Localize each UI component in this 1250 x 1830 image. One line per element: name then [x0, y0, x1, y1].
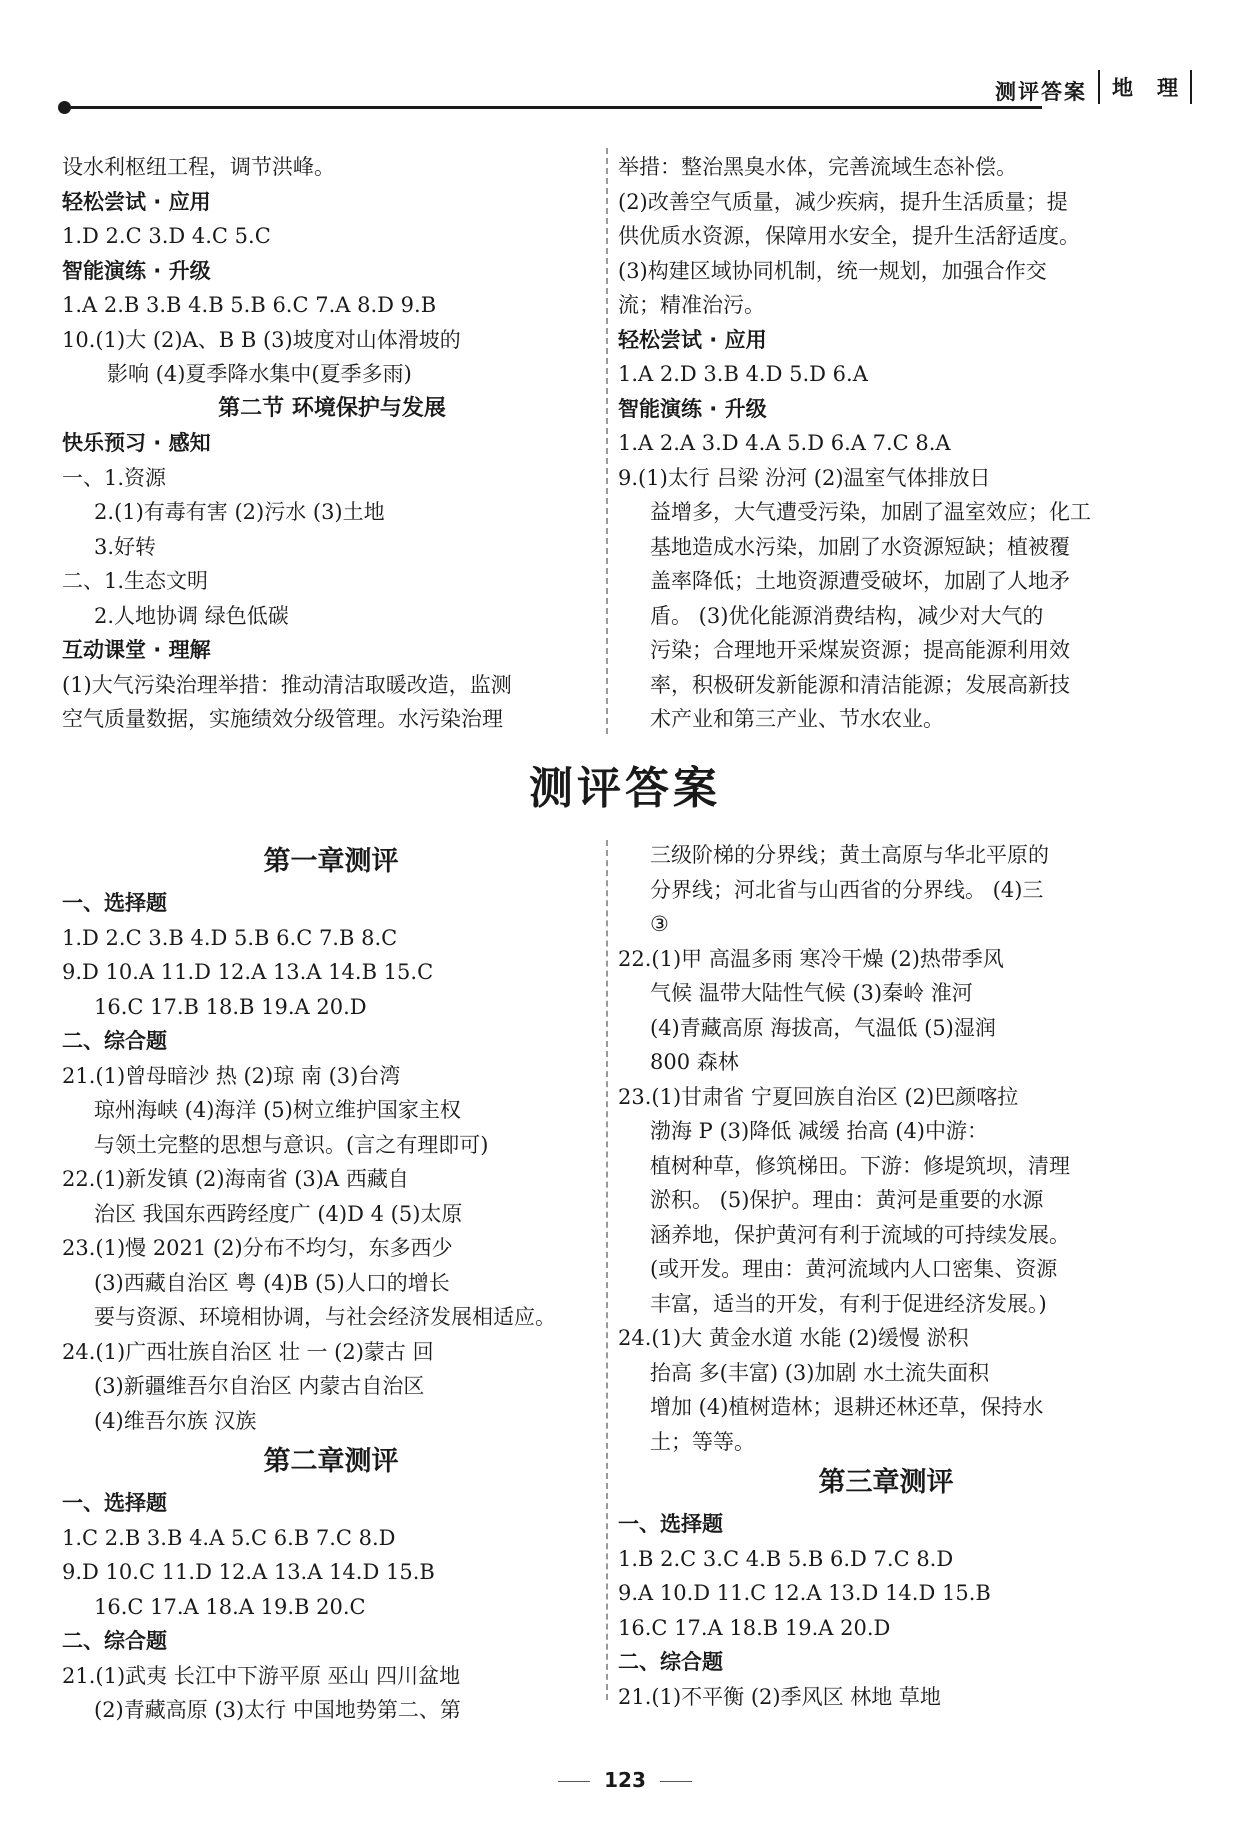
header-title: 测评答案 — [995, 80, 1087, 104]
section-heading: 轻松尝试 · 应用 — [62, 189, 211, 214]
answer-line: 21.(1)武夷 长江中下游平原 巫山 四川盆地 — [62, 1663, 461, 1688]
section-heading: 智能演练 · 升级 — [618, 396, 767, 421]
answer-line: 与领土完整的思想与意识。(言之有理即可) — [94, 1132, 489, 1157]
answer-line: 1.A 2.A 3.D 4.A 5.D 6.A 7.C 8.A — [618, 431, 951, 455]
section-heading: 互动课堂 · 理解 — [62, 638, 211, 662]
answer-line: 10.(1)大 (2)A、B B (3)坡度对山体滑坡的 — [62, 327, 461, 352]
section-heading: 二、综合题 — [62, 1029, 167, 1053]
section-heading: 二、综合题 — [62, 1629, 167, 1653]
section-heading: 第二章测评 — [263, 1446, 399, 1477]
answer-line: 21.(1)不平衡 (2)季风区 林地 草地 — [618, 1684, 941, 1709]
answer-line: 22.(1)甲 高温多雨 寒冷干燥 (2)热带季风 — [618, 946, 1004, 971]
column-divider-top — [606, 148, 608, 734]
answer-line: 盾。 (3)优化能源消费结构，减少对大气的 — [650, 603, 1044, 628]
answer-line: 丰富，适当的开发，有利于促进经济发展。) — [650, 1291, 1047, 1316]
header-rule — [64, 106, 1042, 109]
answer-line: 要与资源、环境相协调，与社会经济发展相适应。 — [94, 1305, 556, 1329]
answer-line: 率，积极研发新能源和清洁能源；发展高新技 — [650, 672, 1070, 697]
answer-line: 9.D 10.A 11.D 12.A 13.A 14.B 15.C — [62, 960, 434, 984]
answer-line: 设水利枢纽工程，调节洪峰。 — [62, 155, 335, 179]
section-heading: 第二节 环境保护与发展 — [218, 395, 446, 421]
answer-line: 24.(1)大 黄金水道 水能 (2)缓慢 淤积 — [618, 1326, 969, 1350]
page-header — [58, 68, 1192, 110]
answer-line: (3)西藏自治区 粤 (4)B (5)人口的增长 — [94, 1270, 450, 1295]
answer-line: 流；精准治污。 — [618, 293, 765, 317]
answer-line: (4)维吾尔族 汉族 — [94, 1408, 257, 1433]
bottom-left-column — [62, 838, 600, 1728]
answer-line: 2.人地协调 绿色低碳 — [94, 603, 289, 628]
answer-line: 抬高 多(丰富) (3)加剧 水土流失面积 — [650, 1360, 990, 1385]
answer-line: (3)新疆维吾尔自治区 内蒙古自治区 — [94, 1374, 425, 1398]
section-heading: 快乐预习 · 感知 — [62, 431, 211, 455]
answer-line: 涵养地，保护黄河有利于流域的可持续发展。 — [650, 1222, 1070, 1247]
answer-line: 9.D 10.C 11.D 12.A 13.A 14.D 15.B — [62, 1560, 435, 1584]
section-heading: 一、选择题 — [62, 891, 167, 915]
answer-line: 21.(1)曾母暗沙 热 (2)琼 南 (3)台湾 — [62, 1063, 401, 1088]
answer-line: 分界线；河北省与山西省的分界线。 (4)三 — [650, 877, 1044, 902]
answer-line: 16.C 17.A 18.B 19.A 20.D — [618, 1615, 891, 1640]
answer-line: 三级阶梯的分界线；黄土高原与华北平原的 — [650, 843, 1049, 867]
column-divider-bottom — [606, 840, 608, 1700]
answer-line: 1.A 2.B 3.B 4.B 5.B 6.C 7.A 8.D 9.B — [62, 293, 437, 317]
answer-line: 1.D 2.C 3.B 4.D 5.B 6.C 7.B 8.C — [62, 925, 398, 950]
section-heading: 一、选择题 — [62, 1491, 167, 1515]
answer-line: 影响 (4)夏季降水集中(夏季多雨) — [107, 362, 412, 386]
answer-line: (或开发。理由：黄河流域内人口密集、资源 — [650, 1257, 1058, 1281]
page-number-footer — [0, 1768, 1250, 1792]
answer-line: 1.D 2.C 3.D 4.C 5.C — [62, 224, 271, 248]
answer-line: 16.C 17.A 18.A 19.B 20.C — [94, 1594, 366, 1619]
answer-line: 渤海 P (3)降低 减缓 抬高 (4)中游： — [650, 1119, 988, 1143]
answer-line: 二、1.生态文明 — [62, 569, 209, 593]
top-right-column — [618, 150, 1154, 737]
answer-line: 1.B 2.C 3.C 4.B 5.B 6.D 7.C 8.D — [618, 1546, 954, 1571]
footer-dash-left — [558, 1781, 590, 1782]
answer-line: 2.(1)有毒有害 (2)污水 (3)土地 — [94, 500, 385, 524]
answer-line: 22.(1)新发镇 (2)海南省 (3)A 西藏自 — [62, 1167, 409, 1191]
answer-line: 3.好转 — [94, 534, 157, 559]
section-heading: 第一章测评 — [263, 846, 399, 877]
answer-line: 供优质水资源，保障用水安全，提升生活舒适度。 — [618, 224, 1080, 248]
answer-line: 一、1.资源 — [62, 465, 167, 490]
answer-line: 空气质量数据，实施绩效分级管理。水污染治理 — [62, 707, 503, 731]
answer-line: 1.A 2.D 3.B 4.D 5.D 6.A — [618, 362, 868, 386]
answer-line: 琼州海峡 (4)海洋 (5)树立维护国家主权 — [94, 1098, 461, 1122]
answer-line: 术产业和第三产业、节水农业。 — [650, 707, 944, 731]
answer-line: 土；等等。 — [650, 1429, 755, 1454]
answer-line: 植树种草，修筑梯田。下游：修堤筑坝，清理 — [650, 1153, 1070, 1178]
section-heading: 第三章测评 — [818, 1467, 954, 1498]
bottom-right-column — [618, 838, 1154, 1714]
header-subject-char-1: 地 — [1112, 76, 1133, 100]
answer-line: 9.A 10.D 11.C 12.A 13.D 14.D 15.B — [618, 1581, 991, 1605]
answer-line: 16.C 17.B 18.B 19.A 20.D — [94, 994, 367, 1019]
answer-line: 淤积。 (5)保护。理由：黄河是重要的水源 — [650, 1188, 1044, 1212]
answer-line: 基地造成水污染，加剧了水资源短缺；植被覆 — [650, 534, 1070, 559]
answer-line: 23.(1)慢 2021 (2)分布不均匀，东多西少 — [62, 1236, 453, 1260]
header-subject — [1098, 70, 1192, 104]
section-heading: 二、综合题 — [618, 1650, 723, 1674]
answer-line: (3)构建区域协同机制，统一规划，加强合作交 — [618, 258, 1047, 283]
top-left-column — [62, 150, 602, 737]
main-title: 测评答案 — [529, 763, 721, 814]
answer-line: 增加 (4)植树造林；退耕还林还草，保持水 — [650, 1395, 1044, 1419]
page-number: 123 — [604, 1768, 646, 1792]
answer-line: (4)青藏高原 海拔高，气温低 (5)湿润 — [650, 1015, 996, 1040]
footer-dash-right — [660, 1781, 692, 1782]
section-heading: 一、选择题 — [618, 1512, 723, 1536]
answer-line: 举措：整治黑臭水体，完善流域生态补偿。 — [618, 155, 1017, 179]
answer-line: ③ — [650, 912, 669, 936]
answer-line: 气候 温带大陆性气候 (3)秦岭 淮河 — [650, 981, 973, 1005]
answer-line: 益增多，大气遭受污染，加剧了温室效应；化工 — [650, 500, 1091, 524]
answer-line: 污染；合理地开采煤炭资源；提高能源利用效 — [650, 638, 1070, 662]
section-heading: 轻松尝试 · 应用 — [618, 327, 767, 352]
answer-line: 盖率降低；土地资源遭受破坏，加剧了人地矛 — [650, 569, 1070, 593]
answer-line: 9.(1)太行 吕梁 汾河 (2)温室气体排放日 — [618, 465, 991, 490]
answer-line: (2)青藏高原 (3)太行 中国地势第二、第 — [94, 1698, 461, 1722]
answer-line: 24.(1)广西壮族自治区 壮 一 (2)蒙古 回 — [62, 1339, 434, 1364]
answer-line: 治区 我国东西跨经度广 (4)D 4 (5)太原 — [94, 1201, 463, 1226]
answer-line: 23.(1)甘肃省 宁夏回族自治区 (2)巴颜喀拉 — [618, 1084, 1019, 1109]
answer-line: (1)大气污染治理举措：推动清洁取暖改造，监测 — [62, 672, 512, 697]
answer-line: (2)改善空气质量，减少疾病，提升生活质量；提 — [618, 189, 1068, 214]
header-subject-char-2: 理 — [1157, 76, 1178, 100]
answer-line: 800 森林 — [650, 1050, 739, 1074]
answer-line: 1.C 2.B 3.B 4.A 5.C 6.B 7.C 8.D — [62, 1525, 396, 1550]
section-heading: 智能演练 · 升级 — [62, 258, 211, 283]
